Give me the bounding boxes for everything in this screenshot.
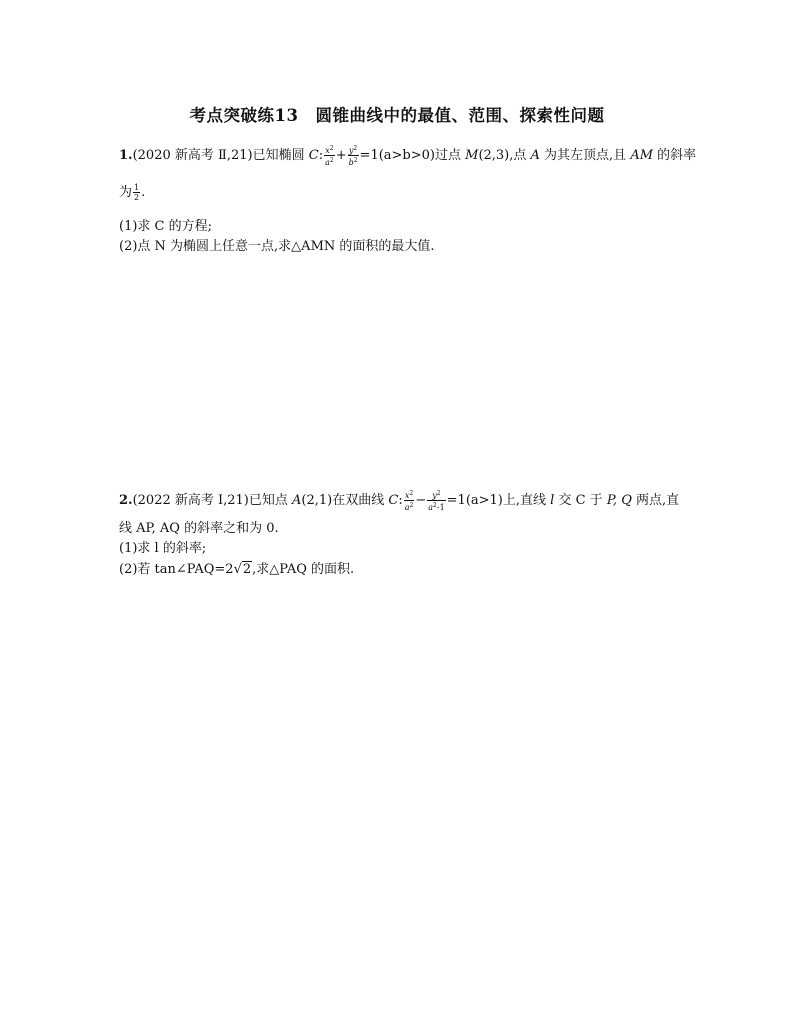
colon: : (398, 493, 403, 508)
fraction-one-half (133, 183, 140, 202)
point-a-coords: (2,1) (301, 493, 333, 508)
equation-condition: =1(a>b>0) (359, 148, 435, 163)
curve-name: C (308, 148, 319, 163)
fraction-y2-b2: $\frac{y^2}{b^2}$ (348, 145, 358, 167)
frac-numerator: x (404, 491, 410, 500)
problem-2-number: 2. (119, 493, 133, 508)
fraction-y2-a2-minus-1: $\frac{y^2}{a^2-1}$ (428, 490, 445, 512)
part-2-suffix: ,求△PAQ 的面积. (252, 562, 355, 577)
problem-2-part-2 (119, 561, 354, 579)
frac-numerator: y (432, 491, 437, 500)
sqrt-symbol: √2 (233, 562, 252, 577)
fraction-x2-a2: $\frac{x^2}{a^2}$ (325, 145, 334, 167)
fraction-x2-a2: $\frac{x^2}{a^2}$ (404, 490, 414, 512)
frac-denominator: a (325, 158, 330, 167)
problem-2-intro: 已知点 (248, 493, 293, 508)
frac-denominator: b (348, 158, 354, 167)
frac-numerator: x (325, 146, 330, 155)
slope-prefix: 为 (119, 185, 133, 200)
problem-1-line-1 (119, 144, 696, 167)
line-am: AM (630, 148, 654, 163)
through-text: 过点 (434, 148, 466, 163)
colon: : (318, 148, 324, 163)
problem-2-line-2: 线 AP, AQ 的斜率之和为 0. (119, 521, 279, 536)
curve-name: C (388, 493, 399, 508)
problem-2-line-1 (119, 489, 679, 512)
frac-numerator: y (348, 146, 354, 155)
vertex-text: 为其左顶点,且 (539, 148, 631, 163)
problem-1-line-2 (119, 183, 145, 202)
frac-denominator: a (404, 503, 410, 512)
cross-text: 交 C 于 (554, 493, 607, 508)
problem-2-source: (2022 新高考 Ⅰ,21) (132, 493, 249, 508)
point-a: A (292, 493, 302, 508)
problem-1-source: (2020 新高考 Ⅱ,21) (132, 148, 253, 163)
on-text: 在双曲线 (332, 493, 389, 508)
points-p-q: P, Q (606, 493, 632, 508)
half-denominator: 2 (134, 193, 140, 202)
half-numerator: 1 (134, 183, 140, 192)
part-2-prefix: (2)若 tan∠PAQ=2 (119, 562, 234, 577)
problem-2-part-1: (1)求 l 的斜率; (119, 541, 207, 556)
problem-1-number: 1. (119, 148, 133, 163)
frac-denominator-tail: -1 (436, 503, 445, 512)
mid-text: ,点 (509, 148, 531, 163)
minus-sign: − (415, 493, 427, 508)
two-points-text: 两点,直 (631, 493, 680, 508)
problem-1-intro: 已知椭圆 (252, 148, 309, 163)
sqrt-radicand: 2 (242, 562, 252, 577)
line-l: l (550, 493, 555, 508)
after-text: 上,直线 (502, 493, 551, 508)
point-a: A (530, 148, 540, 163)
period: . (141, 185, 146, 200)
problem-1-part-1: (1)求 C 的方程; (119, 219, 213, 234)
page-title: 考点突破练13 圆锥曲线中的最值、范围、探索性问题 (189, 106, 605, 125)
frac-denominator: a (428, 503, 434, 512)
equation-condition: =1(a>1) (446, 493, 503, 508)
slope-text: 的斜率 (653, 148, 697, 163)
point-m-coords: (2,3) (478, 148, 510, 163)
point-m: M (465, 148, 479, 163)
plus-sign: + (335, 148, 347, 163)
problem-1-part-2: (2)点 N 为椭圆上任意一点,求△AMN 的面积的最大值. (119, 239, 435, 254)
